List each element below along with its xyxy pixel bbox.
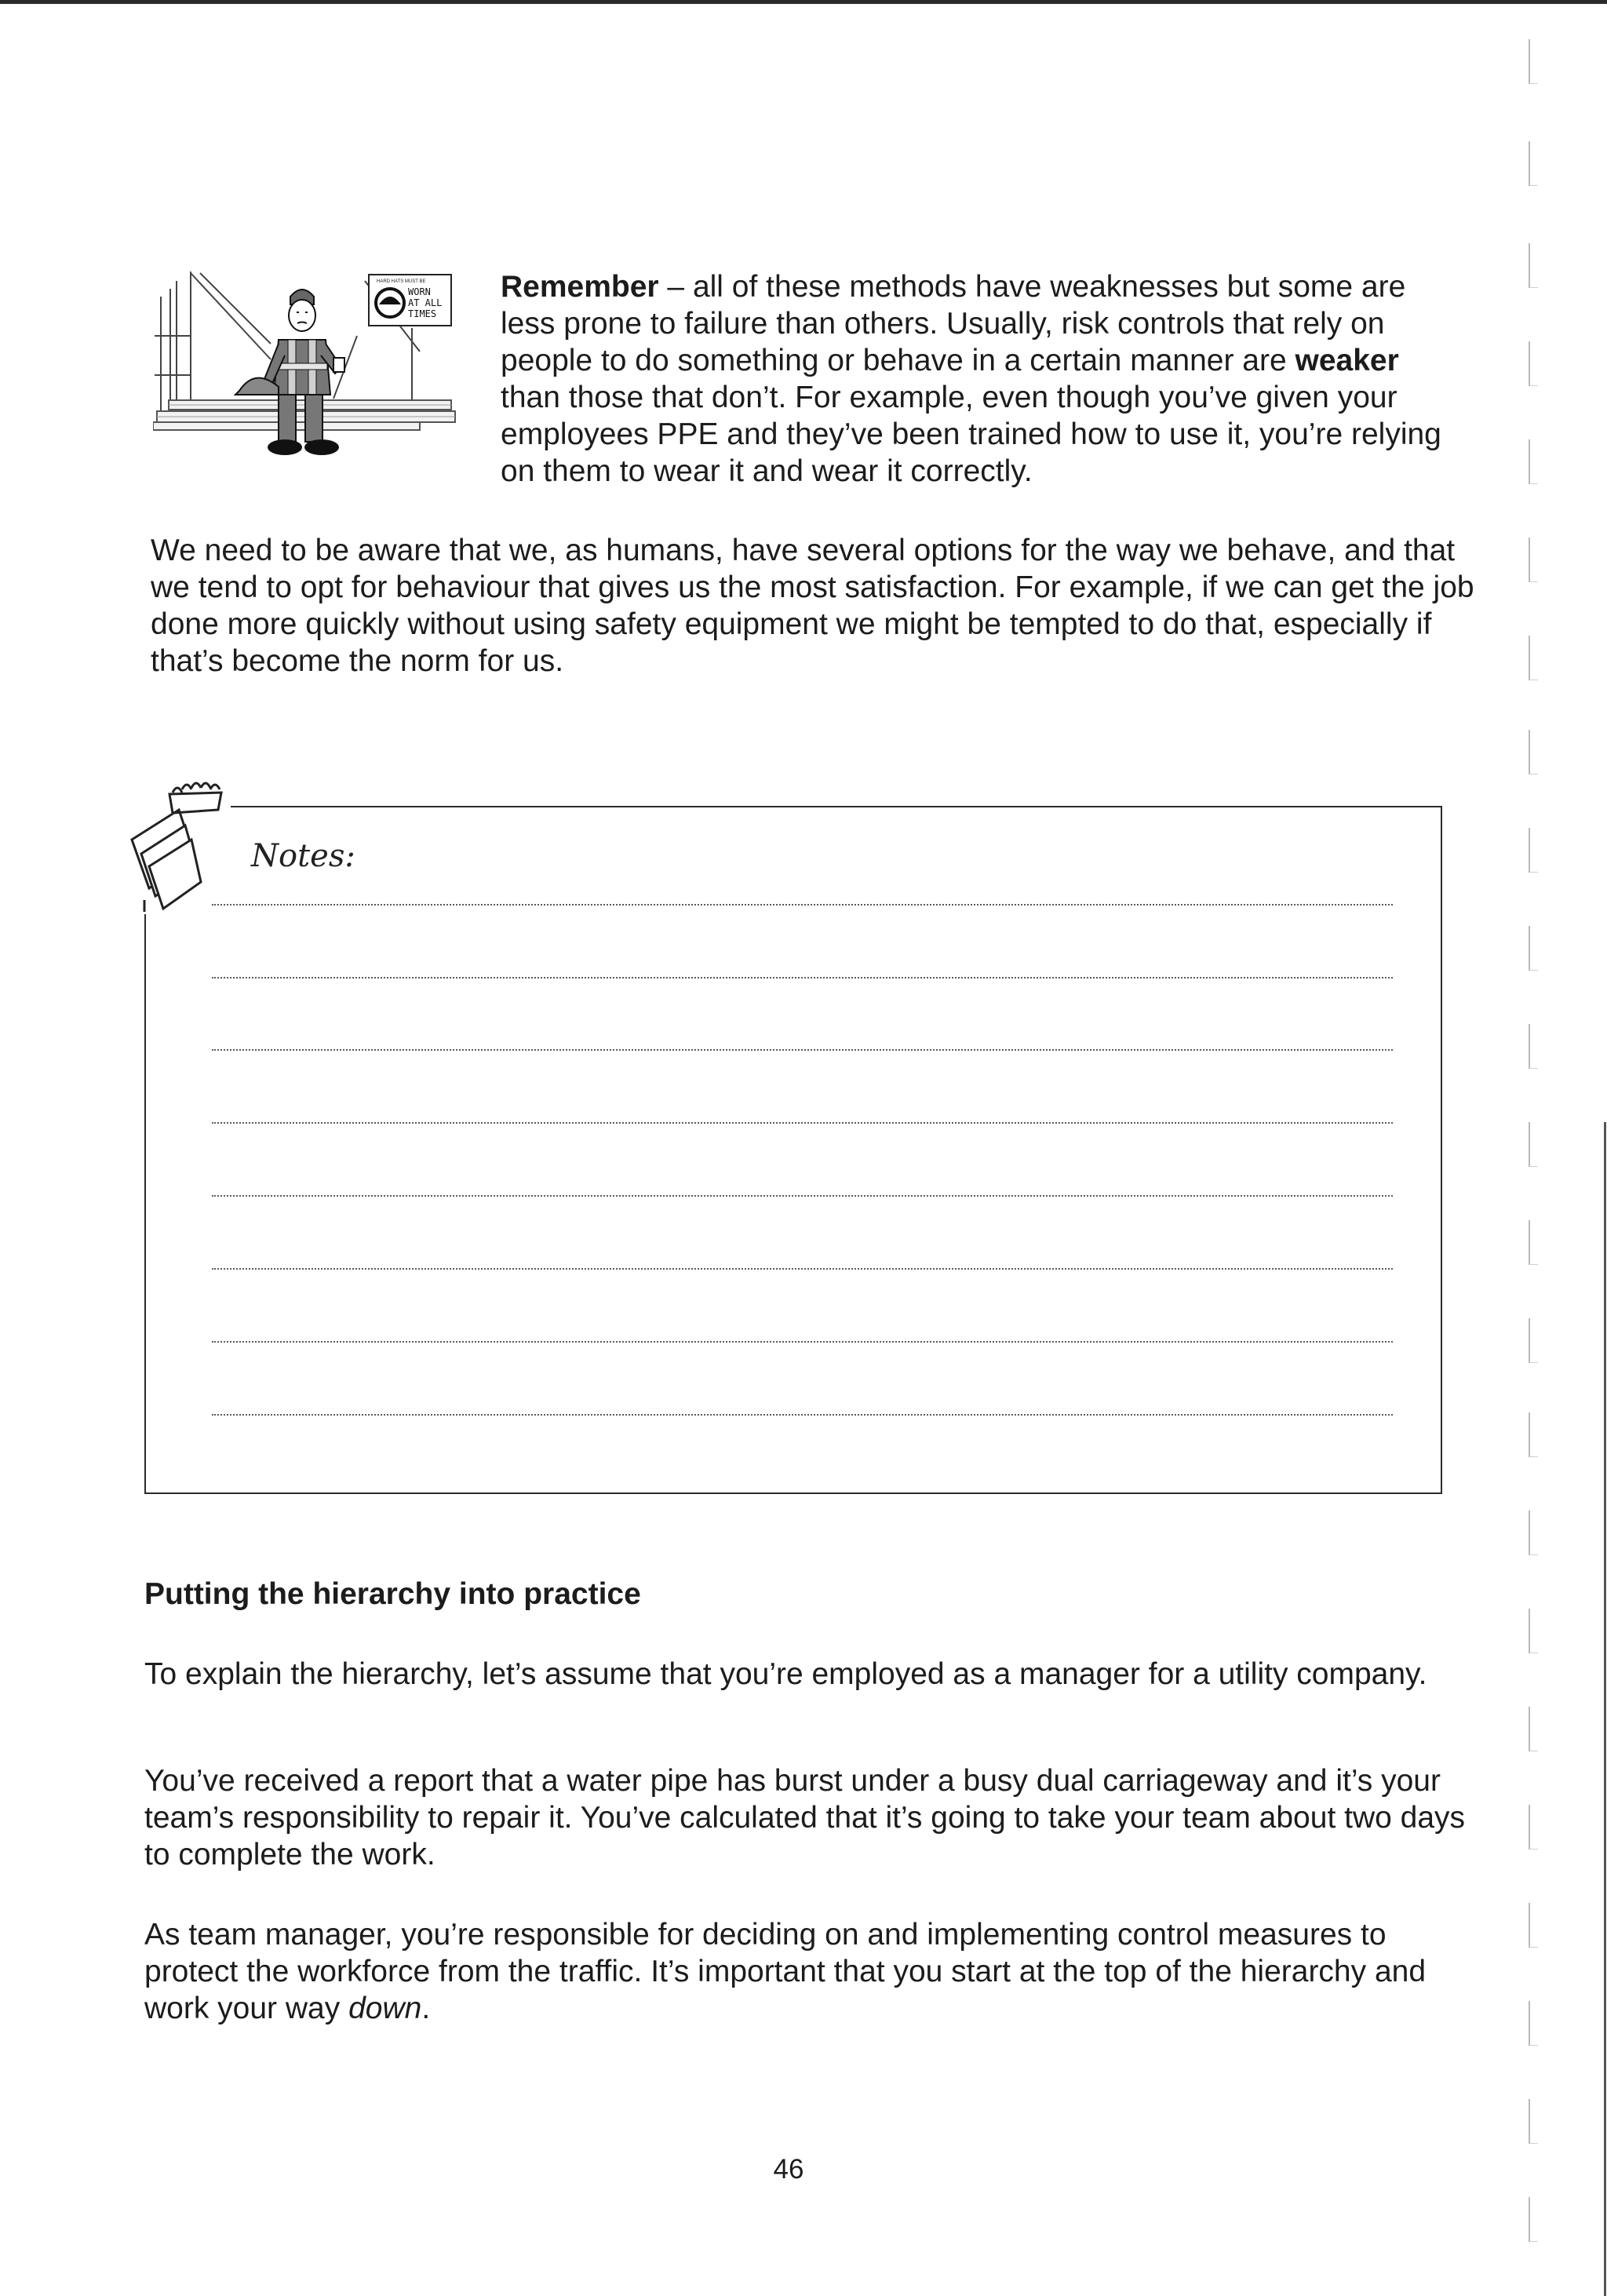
remember-lead: Remember bbox=[501, 270, 659, 304]
sign-line-2: AT ALL bbox=[408, 297, 443, 308]
explain-paragraph: To explain the hierarchy, let’s assume that you’re employed as a manager for a utility company. bbox=[144, 1657, 1427, 1691]
notes-box bbox=[144, 806, 1442, 1494]
notepad-icon bbox=[126, 778, 235, 912]
manager-text-end: . bbox=[421, 1992, 431, 2025]
binding-margin bbox=[1529, 24, 1576, 2252]
manager-emphasis: down bbox=[348, 1992, 422, 2025]
notes-label: Notes: bbox=[251, 838, 355, 874]
manager-text: As team manager, you’re responsible for deciding on and implementing control measures to protect the workforce from the traffic. It’s important that you start at the top of the hierarchy and work your way bbox=[144, 1918, 1427, 2025]
notes-writing-line[interactable] bbox=[212, 977, 1393, 979]
sign-line-1: WORN bbox=[408, 286, 431, 297]
remember-emphasis: weaker bbox=[1295, 344, 1399, 377]
notes-writing-line[interactable] bbox=[212, 1195, 1393, 1197]
sign-line-3: TIMES bbox=[408, 308, 437, 319]
report-paragraph: You’ve received a report that a water pipe has burst under a busy dual carriageway and it’s your team’s responsibility to repair it. You’ve calculated that it’s going to take your team about two days to complete the work. bbox=[144, 1764, 1466, 1871]
notes-writing-line[interactable] bbox=[212, 1122, 1393, 1124]
notes-writing-line[interactable] bbox=[212, 1049, 1393, 1051]
worker-illustration bbox=[153, 265, 475, 471]
notes-writing-line[interactable] bbox=[212, 1341, 1393, 1343]
top-border bbox=[0, 0, 1607, 4]
notes-writing-line[interactable] bbox=[212, 1414, 1393, 1416]
sign-small-text: HARD HATS MUST BE bbox=[377, 279, 426, 284]
page-number: 46 bbox=[773, 2154, 804, 2185]
remember-text-2: than those that don’t. For example, even though you’ve given your employees PPE and they’ve been trained how to use it, you’re relying on them to wear it and wear it correctly. bbox=[501, 381, 1441, 488]
section-heading: Putting the hierarchy into practice bbox=[144, 1577, 641, 1611]
remember-text-1: – all of these methods have weaknesses but some are less prone to failure than others. Usually, risk controls that rely on people to do something or behave in a certain manner are bbox=[501, 270, 1406, 377]
manager-paragraph bbox=[144, 1916, 1478, 2027]
notes-writing-line[interactable] bbox=[212, 904, 1393, 906]
remember-paragraph bbox=[501, 268, 1462, 490]
behaviour-paragraph: We need to be aware that we, as humans, have several options for the way we behave, and that we tend to opt for behaviour that gives us the most satisfaction. For example, if we can get the job done more quickly without using safety equipment we might be tempted to do that, especially if that’s become the norm for us. bbox=[151, 534, 1474, 678]
notes-writing-line[interactable] bbox=[212, 1268, 1393, 1270]
